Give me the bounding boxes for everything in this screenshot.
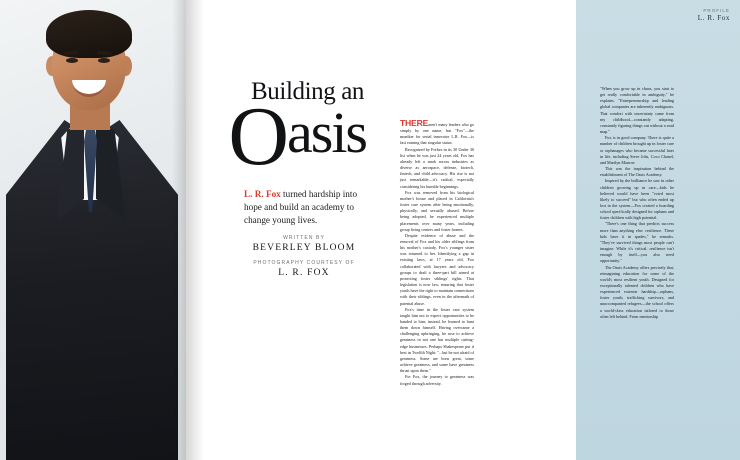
body-paragraph: The Oasis Academy offers precisely that, reimagining education for some of the world's most resilient youth. Designed for exceptionally talented children who have experienced extreme hardship—orphans, foster youth, trafficking survivors, and unaccompanied refugees—the school offers a world-class education tailored to those often left behind. From mentorship	[600, 264, 674, 319]
body-paragraph: Fox's time in the foster care system taught him not to expect opportunities to be handed to him; instead, he learned to hunt them down himself. Having overcame a challenging upbringing, he rose to achieve greatness in not one but multiple cutting-edge businesses. Perhaps Shakespeare put it best in Twelfth Night: "...but he not afraid of greatness. Some are born great, some achieve greatness, and some have greatness thrust upon them."	[400, 306, 474, 374]
title-page	[186, 0, 372, 460]
portrait-photo-page	[0, 0, 186, 460]
title-word-rest: asis	[287, 100, 366, 165]
lede-kicker: THERE	[400, 118, 429, 128]
body-paragraph: Despite evidence of abuse and the removal of Fox and his older siblings from his mother's custody, Fox's younger sister was returned to her. Identifying a gap in existing laws, at 17 years old, Fox collaborated with lawyers and advocacy groups to draft a three-part bill aimed at protecting foster siblings' rights. That legislation is now law, ensuring that foster youth have the right to maintain connections with their siblings, even in the aftermath of parental abuse.	[400, 232, 474, 306]
lede-text: aren't many leaders who go simply by one name, but "Fox"—the moniker for serial innovator L.R. Fox—is fast earning that singular status.	[400, 122, 474, 146]
body-paragraph: "When you grow up in chaos, you start to get really comfortable in ambiguity," he explains. "Entrepreneurship and leading global companies are inherently ambiguous. That comfort with uncertainty came from my childhood—constantly adapting, constantly figuring things out without a road map."	[600, 86, 674, 135]
body-paragraph: Fox is in good company. There is quite a number of children brought up in foster care or orphanages who became successful later in life, including Steve Jobs, Coco Chanel, and Marilyn Monroe.	[600, 135, 674, 165]
credits-block	[244, 228, 364, 278]
body-paragraph: Fox was removed from his biological mother's house and placed in California's foster care system after being emotionally, physically, and sexually abused. Before being adopted, he experienced multiple placements over many years, including group living centers and foster homes.	[400, 189, 474, 232]
body-paragraph: "There's one thing that predicts success more than anything else: resilience. These kids have it in spades," he remarks. "They've survived things most people can't imagine. While it's critical, resilience isn't enough by itself—you also need opportunity."	[600, 221, 674, 264]
body-column-1	[400, 120, 474, 387]
article-text-page	[372, 0, 740, 460]
deck-subject-name: L. R. Fox	[244, 189, 281, 199]
lede-paragraph	[400, 120, 474, 147]
credit-name-photographer: L. R. FOX	[278, 268, 330, 278]
subject-eye-left	[66, 58, 78, 63]
folio-name: L. R. Fox	[697, 14, 730, 22]
title-initial: O	[228, 90, 287, 183]
credit-label-writer: WRITTEN BY	[283, 235, 325, 241]
credit-name-writer: BEVERLEY BLOOM	[252, 243, 356, 253]
page-title: Building an	[251, 78, 364, 105]
body-paragraph: This was the inspiration behind the establishment of The Oasis Academy.	[600, 166, 674, 178]
body-column-2	[600, 86, 674, 320]
credit-label-photographer: PHOTOGRAPHY COURTESY OF	[253, 260, 355, 266]
body-paragraph: Recognized by Forbes in its 30 Under 30 list when he was just 24 years old, Fox has already left a mark across industries as diverse as aerospace, defense, biotech, fintech, and child advocacy. His rise is not just remarkable—it's radical, especially considering his humble beginnings.	[400, 146, 474, 189]
subject-eye-right	[98, 58, 110, 63]
folio-label: PROFILE	[703, 8, 730, 13]
photo-edge-shadow	[172, 0, 186, 460]
body-paragraph: Inspired by the brilliance he saw in other children growing up in care—kids he believed would have been "voted most likely to succeed" but who often ended up lost in the system—Fox created a boarding school specifically designed for orphans and foster children with high potential.	[600, 178, 674, 221]
folio	[698, 8, 730, 22]
body-paragraph: For Fox, the journey to greatness was forged through adversity.	[400, 374, 474, 386]
gutter-shadow	[186, 0, 204, 460]
deck-body: turned hardship into hope and build an academy to change young lives.	[244, 189, 358, 225]
deck-text	[244, 188, 364, 227]
subject-hair	[46, 10, 132, 58]
